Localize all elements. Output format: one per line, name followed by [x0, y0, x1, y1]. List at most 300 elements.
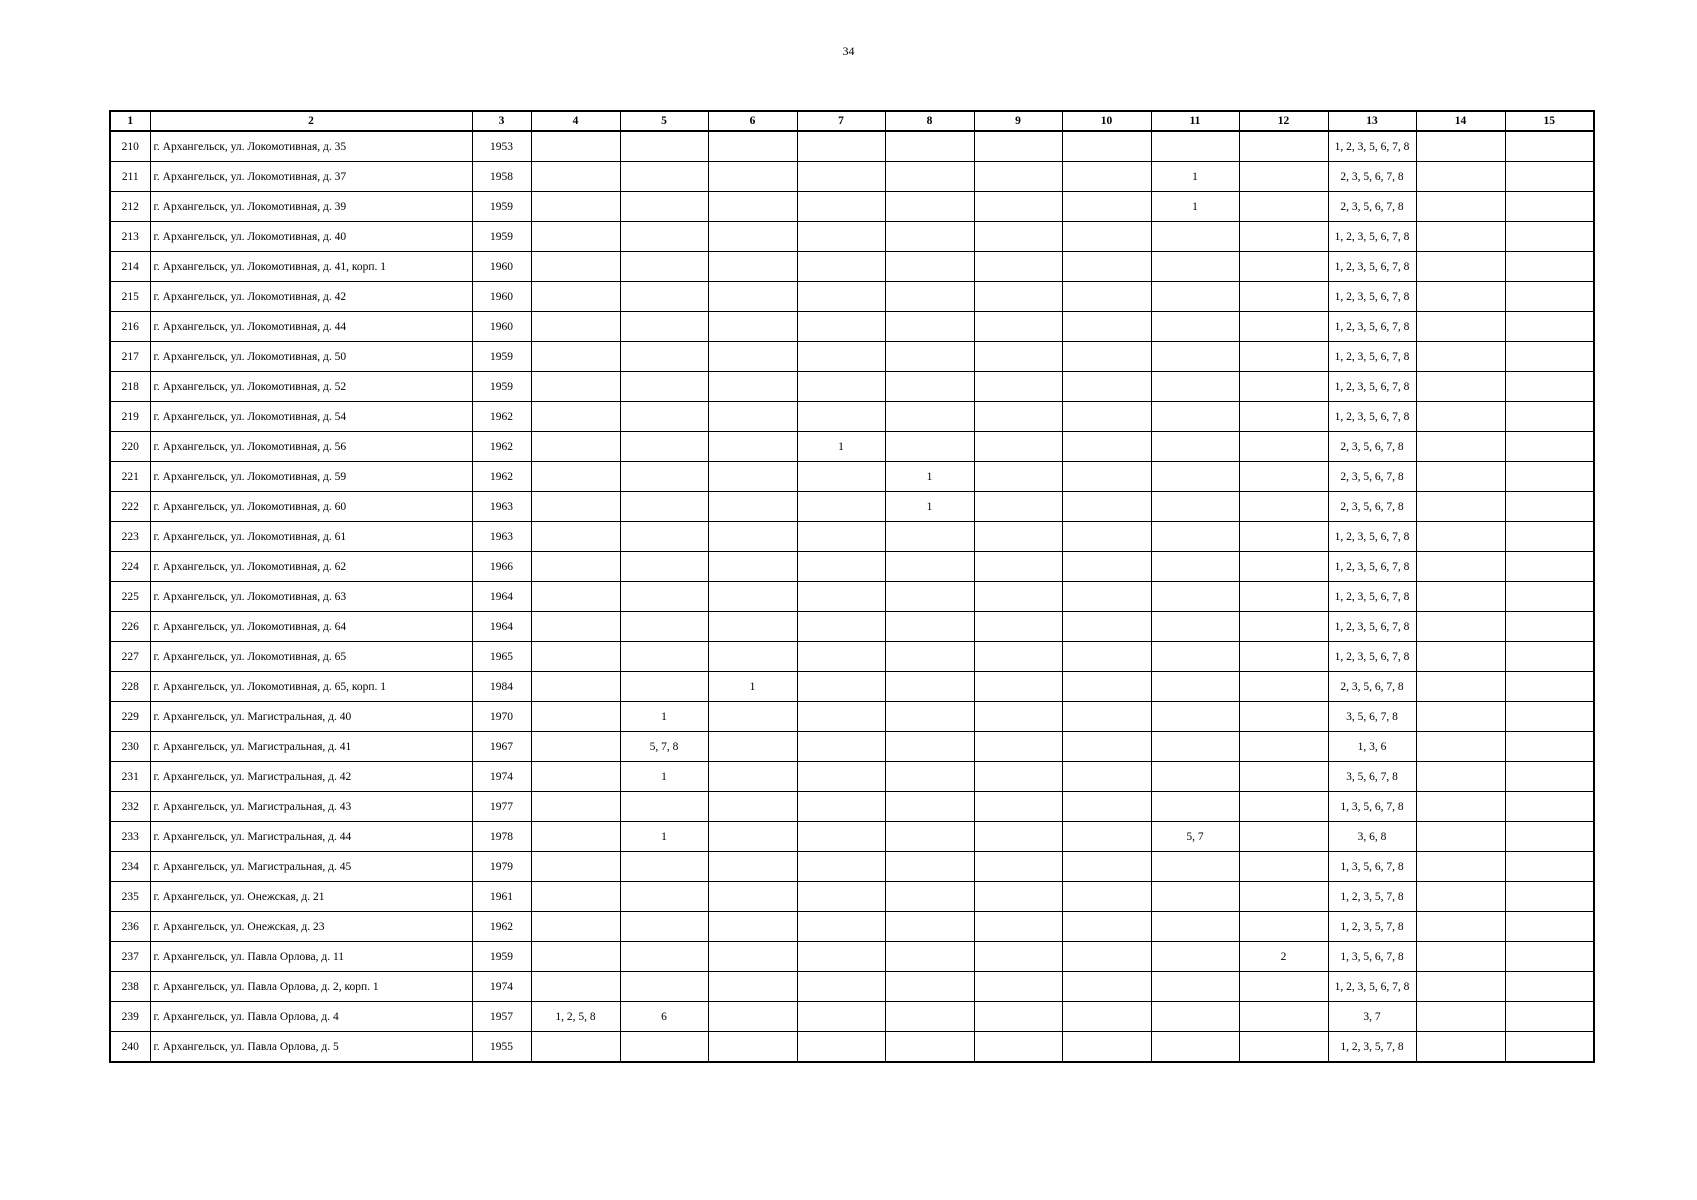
column-12-cell — [1239, 732, 1328, 762]
column-9-cell — [974, 282, 1062, 312]
year-cell: 1965 — [472, 642, 531, 672]
column-11-cell: 1 — [1151, 162, 1239, 192]
column-13-cell: 2, 3, 5, 6, 7, 8 — [1328, 672, 1416, 702]
row-number-cell: 217 — [110, 342, 150, 372]
column-5-cell — [620, 402, 708, 432]
column-9-cell — [974, 942, 1062, 972]
row-number-cell: 211 — [110, 162, 150, 192]
column-13-cell: 1, 2, 3, 5, 7, 8 — [1328, 1032, 1416, 1063]
page-number: 34 — [842, 44, 855, 58]
row-number-cell: 230 — [110, 732, 150, 762]
column-4-cell — [531, 612, 620, 642]
column-8-cell — [885, 582, 974, 612]
table-row — [110, 192, 1594, 222]
column-13-cell: 3, 6, 8 — [1328, 822, 1416, 852]
row-number-cell: 232 — [110, 792, 150, 822]
column-5-cell — [620, 1032, 708, 1063]
column-13-cell: 1, 2, 3, 5, 6, 7, 8 — [1328, 612, 1416, 642]
address-cell: г. Архангельск, ул. Локомотивная, д. 39 — [150, 192, 472, 222]
column-9-cell — [974, 792, 1062, 822]
column-13-cell: 1, 2, 3, 5, 6, 7, 8 — [1328, 342, 1416, 372]
column-5-cell: 1 — [620, 762, 708, 792]
column-14-cell — [1416, 762, 1505, 792]
column-8-cell — [885, 882, 974, 912]
column-7-cell — [797, 852, 885, 882]
column-10-cell — [1062, 162, 1151, 192]
column-5-cell — [620, 582, 708, 612]
column-5-cell — [620, 612, 708, 642]
table-row — [110, 582, 1594, 612]
row-number-cell: 220 — [110, 432, 150, 462]
year-cell: 1959 — [472, 342, 531, 372]
column-15-cell — [1505, 282, 1594, 312]
column-6-cell — [708, 342, 797, 372]
column-13-cell: 1, 2, 3, 5, 7, 8 — [1328, 912, 1416, 942]
column-12-cell — [1239, 312, 1328, 342]
column-15-cell — [1505, 612, 1594, 642]
column-7-cell — [797, 402, 885, 432]
column-9-cell — [974, 252, 1062, 282]
column-12-cell — [1239, 372, 1328, 402]
column-6-cell — [708, 522, 797, 552]
column-8-cell — [885, 402, 974, 432]
column-4-cell — [531, 672, 620, 702]
address-cell: г. Архангельск, ул. Павла Орлова, д. 2, корп. 1 — [150, 972, 472, 1002]
year-cell: 1961 — [472, 882, 531, 912]
column-5-cell — [620, 372, 708, 402]
column-7-cell — [797, 642, 885, 672]
column-8-cell — [885, 762, 974, 792]
column-9-cell — [974, 852, 1062, 882]
column-9-cell — [974, 1002, 1062, 1032]
column-10-cell — [1062, 192, 1151, 222]
column-9-cell — [974, 342, 1062, 372]
address-cell: г. Архангельск, ул. Локомотивная, д. 40 — [150, 222, 472, 252]
column-8-cell — [885, 282, 974, 312]
column-header-5: 5 — [620, 111, 708, 131]
column-8-cell — [885, 732, 974, 762]
column-8-cell — [885, 552, 974, 582]
row-number-cell: 235 — [110, 882, 150, 912]
column-10-cell — [1062, 852, 1151, 882]
column-11-cell — [1151, 252, 1239, 282]
column-15-cell — [1505, 372, 1594, 402]
column-14-cell — [1416, 792, 1505, 822]
column-12-cell — [1239, 972, 1328, 1002]
address-cell: г. Архангельск, ул. Магистральная, д. 43 — [150, 792, 472, 822]
column-8-cell — [885, 192, 974, 222]
column-5-cell — [620, 972, 708, 1002]
column-14-cell — [1416, 252, 1505, 282]
column-11-cell — [1151, 1032, 1239, 1063]
column-15-cell — [1505, 462, 1594, 492]
column-15-cell — [1505, 912, 1594, 942]
table-row — [110, 162, 1594, 192]
year-cell: 1957 — [472, 1002, 531, 1032]
column-13-cell: 3, 5, 6, 7, 8 — [1328, 762, 1416, 792]
column-12-cell — [1239, 1032, 1328, 1063]
row-number-cell: 229 — [110, 702, 150, 732]
address-cell: г. Архангельск, ул. Локомотивная, д. 65 — [150, 642, 472, 672]
column-9-cell — [974, 522, 1062, 552]
column-7-cell — [797, 372, 885, 402]
row-number-cell: 239 — [110, 1002, 150, 1032]
column-15-cell — [1505, 732, 1594, 762]
column-13-cell: 1, 3, 6 — [1328, 732, 1416, 762]
column-12-cell — [1239, 582, 1328, 612]
column-header-6: 6 — [708, 111, 797, 131]
column-13-cell: 2, 3, 5, 6, 7, 8 — [1328, 192, 1416, 222]
column-5-cell — [620, 342, 708, 372]
column-13-cell: 1, 3, 5, 6, 7, 8 — [1328, 792, 1416, 822]
column-6-cell — [708, 582, 797, 612]
column-7-cell — [797, 131, 885, 162]
address-cell: г. Архангельск, ул. Магистральная, д. 42 — [150, 762, 472, 792]
year-cell: 1960 — [472, 282, 531, 312]
address-cell: г. Архангельск, ул. Локомотивная, д. 65, корп. 1 — [150, 672, 472, 702]
column-6-cell — [708, 822, 797, 852]
row-number-cell: 236 — [110, 912, 150, 942]
column-8-cell — [885, 162, 974, 192]
column-4-cell — [531, 222, 620, 252]
column-6-cell — [708, 1002, 797, 1032]
column-9-cell — [974, 882, 1062, 912]
column-header-13: 13 — [1328, 111, 1416, 131]
column-11-cell — [1151, 912, 1239, 942]
column-7-cell — [797, 672, 885, 702]
column-9-cell — [974, 372, 1062, 402]
address-cell: г. Архангельск, ул. Локомотивная, д. 42 — [150, 282, 472, 312]
column-11-cell — [1151, 672, 1239, 702]
column-13-cell: 1, 2, 3, 5, 6, 7, 8 — [1328, 252, 1416, 282]
column-12-cell — [1239, 762, 1328, 792]
column-6-cell — [708, 732, 797, 762]
column-10-cell — [1062, 462, 1151, 492]
column-10-cell — [1062, 732, 1151, 762]
column-7-cell — [797, 222, 885, 252]
column-6-cell — [708, 1032, 797, 1063]
column-13-cell: 2, 3, 5, 6, 7, 8 — [1328, 162, 1416, 192]
column-11-cell — [1151, 222, 1239, 252]
column-12-cell — [1239, 282, 1328, 312]
column-7-cell — [797, 282, 885, 312]
column-12-cell — [1239, 672, 1328, 702]
column-6-cell — [708, 642, 797, 672]
column-11-cell — [1151, 762, 1239, 792]
column-13-cell: 1, 3, 5, 6, 7, 8 — [1328, 852, 1416, 882]
column-15-cell — [1505, 131, 1594, 162]
column-7-cell — [797, 972, 885, 1002]
column-15-cell — [1505, 702, 1594, 732]
column-11-cell — [1151, 582, 1239, 612]
column-11-cell — [1151, 492, 1239, 522]
column-5-cell — [620, 131, 708, 162]
column-10-cell — [1062, 912, 1151, 942]
column-8-cell — [885, 852, 974, 882]
column-4-cell — [531, 192, 620, 222]
column-7-cell — [797, 522, 885, 552]
column-9-cell — [974, 192, 1062, 222]
column-9-cell — [974, 702, 1062, 732]
column-header-15: 15 — [1505, 111, 1594, 131]
column-14-cell — [1416, 342, 1505, 372]
column-10-cell — [1062, 552, 1151, 582]
column-13-cell: 1, 2, 3, 5, 6, 7, 8 — [1328, 312, 1416, 342]
column-13-cell: 1, 2, 3, 5, 6, 7, 8 — [1328, 131, 1416, 162]
column-4-cell — [531, 432, 620, 462]
column-8-cell: 1 — [885, 462, 974, 492]
column-7-cell — [797, 792, 885, 822]
year-cell: 1962 — [472, 462, 531, 492]
column-12-cell — [1239, 402, 1328, 432]
row-number-cell: 227 — [110, 642, 150, 672]
column-header-11: 11 — [1151, 111, 1239, 131]
address-cell: г. Архангельск, ул. Локомотивная, д. 41, корп. 1 — [150, 252, 472, 282]
row-number-cell: 212 — [110, 192, 150, 222]
column-14-cell — [1416, 492, 1505, 522]
column-9-cell — [974, 972, 1062, 1002]
column-header-2: 2 — [150, 111, 472, 131]
column-11-cell — [1151, 372, 1239, 402]
column-7-cell — [797, 342, 885, 372]
column-13-cell: 1, 2, 3, 5, 7, 8 — [1328, 882, 1416, 912]
column-10-cell — [1062, 942, 1151, 972]
year-cell: 1984 — [472, 672, 531, 702]
column-15-cell — [1505, 972, 1594, 1002]
year-cell: 1974 — [472, 972, 531, 1002]
table-row — [110, 912, 1594, 942]
column-10-cell — [1062, 282, 1151, 312]
table-row — [110, 252, 1594, 282]
column-5-cell — [620, 462, 708, 492]
column-10-cell — [1062, 222, 1151, 252]
column-14-cell — [1416, 522, 1505, 552]
column-header-14: 14 — [1416, 111, 1505, 131]
column-11-cell — [1151, 282, 1239, 312]
column-9-cell — [974, 162, 1062, 192]
column-13-cell: 1, 2, 3, 5, 6, 7, 8 — [1328, 222, 1416, 252]
column-8-cell — [885, 642, 974, 672]
column-9-cell — [974, 402, 1062, 432]
row-number-cell: 225 — [110, 582, 150, 612]
column-13-cell: 2, 3, 5, 6, 7, 8 — [1328, 432, 1416, 462]
address-cell: г. Архангельск, ул. Магистральная, д. 41 — [150, 732, 472, 762]
column-6-cell — [708, 131, 797, 162]
column-7-cell — [797, 492, 885, 522]
column-12-cell — [1239, 702, 1328, 732]
column-9-cell — [974, 822, 1062, 852]
column-12-cell — [1239, 131, 1328, 162]
column-15-cell — [1505, 312, 1594, 342]
column-12-cell — [1239, 822, 1328, 852]
column-6-cell — [708, 432, 797, 462]
column-13-cell: 1, 2, 3, 5, 6, 7, 8 — [1328, 972, 1416, 1002]
column-9-cell — [974, 1032, 1062, 1063]
column-10-cell — [1062, 492, 1151, 522]
row-number-cell: 224 — [110, 552, 150, 582]
column-15-cell — [1505, 822, 1594, 852]
address-cell: г. Архангельск, ул. Павла Орлова, д. 11 — [150, 942, 472, 972]
column-9-cell — [974, 672, 1062, 702]
column-9-cell — [974, 222, 1062, 252]
column-6-cell — [708, 912, 797, 942]
table-row — [110, 822, 1594, 852]
column-6-cell — [708, 222, 797, 252]
column-12-cell — [1239, 882, 1328, 912]
row-number-cell: 228 — [110, 672, 150, 702]
column-12-cell — [1239, 162, 1328, 192]
column-4-cell — [531, 342, 620, 372]
column-5-cell — [620, 882, 708, 912]
column-14-cell — [1416, 642, 1505, 672]
column-13-cell: 2, 3, 5, 6, 7, 8 — [1328, 492, 1416, 522]
column-9-cell — [974, 492, 1062, 522]
address-cell: г. Архангельск, ул. Локомотивная, д. 54 — [150, 402, 472, 432]
column-8-cell — [885, 912, 974, 942]
column-7-cell — [797, 762, 885, 792]
column-6-cell — [708, 282, 797, 312]
column-4-cell — [531, 402, 620, 432]
column-4-cell — [531, 972, 620, 1002]
column-9-cell — [974, 432, 1062, 462]
column-10-cell — [1062, 672, 1151, 702]
column-12-cell — [1239, 462, 1328, 492]
column-15-cell — [1505, 342, 1594, 372]
column-4-cell — [531, 492, 620, 522]
year-cell: 1962 — [472, 432, 531, 462]
address-cell: г. Архангельск, ул. Локомотивная, д. 60 — [150, 492, 472, 522]
row-number-cell: 216 — [110, 312, 150, 342]
column-11-cell — [1151, 342, 1239, 372]
table-row — [110, 342, 1594, 372]
row-number-cell: 210 — [110, 131, 150, 162]
column-10-cell — [1062, 582, 1151, 612]
column-8-cell — [885, 612, 974, 642]
table-row — [110, 462, 1594, 492]
column-7-cell — [797, 942, 885, 972]
address-cell: г. Архангельск, ул. Локомотивная, д. 64 — [150, 612, 472, 642]
column-6-cell — [708, 192, 797, 222]
table-row — [110, 702, 1594, 732]
column-4-cell — [531, 522, 620, 552]
year-cell: 1966 — [472, 552, 531, 582]
column-4-cell — [531, 642, 620, 672]
year-cell: 1962 — [472, 402, 531, 432]
year-cell: 1959 — [472, 192, 531, 222]
column-15-cell — [1505, 672, 1594, 702]
column-8-cell — [885, 522, 974, 552]
column-15-cell — [1505, 882, 1594, 912]
column-15-cell — [1505, 162, 1594, 192]
column-14-cell — [1416, 282, 1505, 312]
table-row — [110, 762, 1594, 792]
column-10-cell — [1062, 1032, 1151, 1063]
column-14-cell — [1416, 552, 1505, 582]
column-14-cell — [1416, 732, 1505, 762]
column-10-cell — [1062, 342, 1151, 372]
column-4-cell — [531, 762, 620, 792]
column-8-cell — [885, 1002, 974, 1032]
row-number-cell: 222 — [110, 492, 150, 522]
table-row — [110, 672, 1594, 702]
column-11-cell — [1151, 432, 1239, 462]
column-7-cell — [797, 612, 885, 642]
column-6-cell — [708, 792, 797, 822]
column-13-cell: 1, 3, 5, 6, 7, 8 — [1328, 942, 1416, 972]
column-15-cell — [1505, 1002, 1594, 1032]
column-12-cell — [1239, 432, 1328, 462]
column-6-cell — [708, 492, 797, 522]
table-row — [110, 282, 1594, 312]
column-header-8: 8 — [885, 111, 974, 131]
column-5-cell — [620, 672, 708, 702]
column-8-cell — [885, 1032, 974, 1063]
address-cell: г. Архангельск, ул. Локомотивная, д. 59 — [150, 462, 472, 492]
column-12-cell — [1239, 522, 1328, 552]
row-number-cell: 233 — [110, 822, 150, 852]
column-12-cell — [1239, 1002, 1328, 1032]
row-number-cell: 231 — [110, 762, 150, 792]
column-15-cell — [1505, 1032, 1594, 1063]
column-12-cell — [1239, 342, 1328, 372]
address-cell: г. Архангельск, ул. Локомотивная, д. 50 — [150, 342, 472, 372]
column-8-cell — [885, 342, 974, 372]
column-10-cell — [1062, 1002, 1151, 1032]
column-11-cell — [1151, 462, 1239, 492]
column-14-cell — [1416, 402, 1505, 432]
column-14-cell — [1416, 372, 1505, 402]
column-4-cell — [531, 732, 620, 762]
table-row — [110, 852, 1594, 882]
column-4-cell — [531, 792, 620, 822]
column-header-12: 12 — [1239, 111, 1328, 131]
column-5-cell — [620, 642, 708, 672]
column-10-cell — [1062, 522, 1151, 552]
column-12-cell: 2 — [1239, 942, 1328, 972]
address-cell: г. Архангельск, ул. Локомотивная, д. 61 — [150, 522, 472, 552]
column-12-cell — [1239, 192, 1328, 222]
column-5-cell: 1 — [620, 702, 708, 732]
year-cell: 1964 — [472, 582, 531, 612]
row-number-cell: 238 — [110, 972, 150, 1002]
column-13-cell: 1, 2, 3, 5, 6, 7, 8 — [1328, 582, 1416, 612]
year-cell: 1963 — [472, 492, 531, 522]
table-row — [110, 432, 1594, 462]
column-11-cell — [1151, 612, 1239, 642]
column-7-cell — [797, 732, 885, 762]
column-4-cell — [531, 882, 620, 912]
column-9-cell — [974, 612, 1062, 642]
row-number-cell: 219 — [110, 402, 150, 432]
column-4-cell — [531, 162, 620, 192]
column-10-cell — [1062, 402, 1151, 432]
table-row — [110, 792, 1594, 822]
column-10-cell — [1062, 372, 1151, 402]
column-11-cell — [1151, 852, 1239, 882]
column-11-cell — [1151, 552, 1239, 582]
column-12-cell — [1239, 222, 1328, 252]
year-cell: 1959 — [472, 372, 531, 402]
column-5-cell — [620, 522, 708, 552]
row-number-cell: 234 — [110, 852, 150, 882]
column-8-cell — [885, 942, 974, 972]
column-4-cell — [531, 552, 620, 582]
column-4-cell — [531, 582, 620, 612]
column-15-cell — [1505, 522, 1594, 552]
row-number-cell: 223 — [110, 522, 150, 552]
row-number-cell: 215 — [110, 282, 150, 312]
year-cell: 1979 — [472, 852, 531, 882]
